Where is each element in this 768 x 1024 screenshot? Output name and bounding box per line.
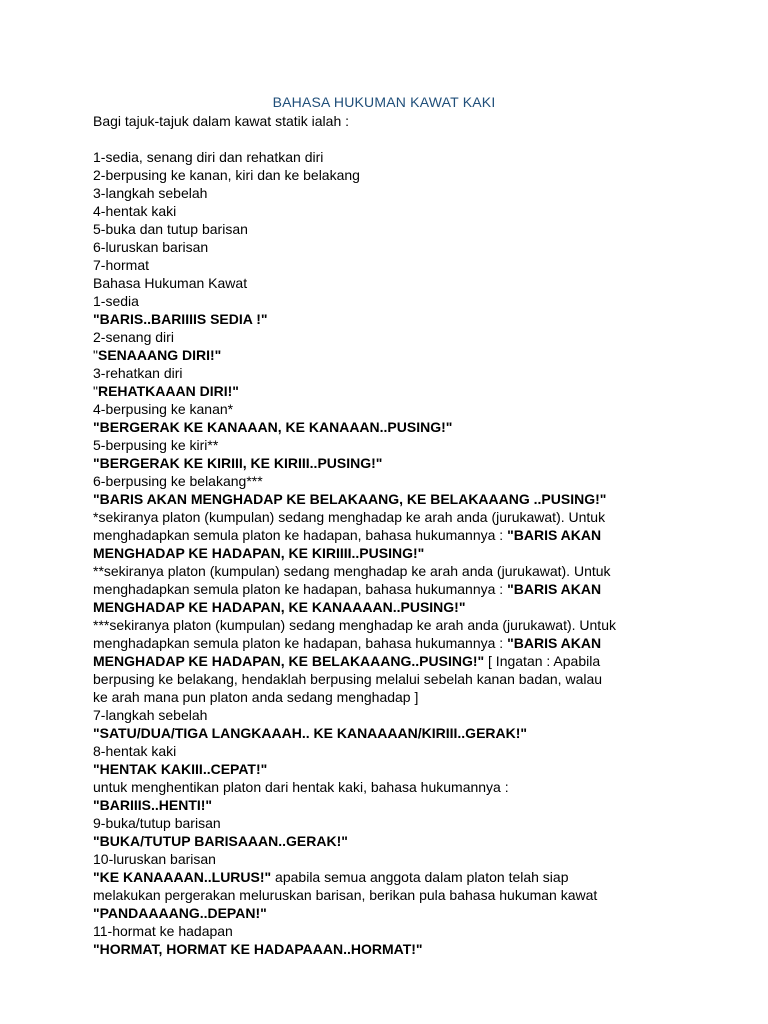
note-line: melakukan pergerakan meluruskan barisan, berikan pula bahasa hukuman kawat xyxy=(93,887,598,903)
command-text: "BERGERAK KE KIRIII, KE KIRIII..PUSING!" xyxy=(93,455,383,471)
note-line: untuk menghentikan platon dari hentak kaki, bahasa hukumannya : xyxy=(93,779,509,795)
note-text: apabila semua anggota dalam platon telah siap xyxy=(271,869,569,885)
list-item: 6-luruskan barisan xyxy=(93,239,209,255)
command-text: "KE KANAAAAN..LURUS!" xyxy=(93,869,272,885)
command-text: "PANDAAAANG..DEPAN!" xyxy=(93,905,267,921)
command-label: 7-langkah sebelah xyxy=(93,707,208,723)
note-text: [ Ingatan : Apabila xyxy=(484,653,601,669)
command-text: MENGHADAP KE HADAPAN, KE KIRIIII..PUSING!" xyxy=(93,545,425,561)
note-line: ***sekiranya platon (kumpulan) sedang menghadap ke arah anda (jurukawat). Untuk xyxy=(93,617,616,633)
command-text: "HENTAK KAKIII..CEPAT!" xyxy=(93,761,268,777)
section-heading: Bahasa Hukuman Kawat xyxy=(93,275,248,291)
command-label: 6-berpusing ke belakang*** xyxy=(93,473,263,489)
note-line xyxy=(93,634,693,652)
list-item: 1-sedia, senang diri dan rehatkan diri xyxy=(93,149,324,165)
note-line: *sekiranya platon (kumpulan) sedang menghadap ke arah anda (jurukawat). Untuk xyxy=(93,509,606,525)
command-text: MENGHADAP KE HADAPAN, KE BELAKAAANG..PUSING!" xyxy=(93,653,485,669)
note-line xyxy=(93,652,693,670)
command-text: "BARIS AKAN MENGHADAP KE BELAKAANG, KE BELAKAAANG ..PUSING!" xyxy=(93,491,607,507)
command-label: 4-berpusing ke kanan* xyxy=(93,401,234,417)
note-line xyxy=(93,526,693,544)
note-line: **sekiranya platon (kumpulan) sedang menghadap ke arah anda (jurukawat). Untuk xyxy=(93,563,611,579)
command-text: "BARIS AKAN xyxy=(507,527,602,543)
command-text: REHATKAAAN DIRI!" xyxy=(97,383,239,399)
command-text: SENAAANG DIRI!" xyxy=(97,347,222,363)
intro-text: Bagi tajuk-tajuk dalam kawat statik ialah : xyxy=(93,113,350,129)
command-label: 9-buka/tutup barisan xyxy=(93,815,221,831)
command-line xyxy=(93,346,693,364)
command-text: "BARIS AKAN xyxy=(507,581,602,597)
command-label: 2-senang diri xyxy=(93,329,174,345)
command-line xyxy=(93,868,693,886)
command-label: 10-luruskan barisan xyxy=(93,851,216,867)
note-line: berpusing ke belakang, hendaklah berpusing melalui sebelah kanan badan, walau xyxy=(93,671,603,687)
document-title: BAHASA HUKUMAN KAWAT KAKI xyxy=(272,94,496,110)
document-body xyxy=(93,112,693,958)
quote-mark: " xyxy=(93,347,98,363)
note-line: ke arah mana pun platon anda sedang menghadap ] xyxy=(93,689,419,705)
command-label: 3-rehatkan diri xyxy=(93,365,183,381)
note-text: menghadapkan semula platon ke hadapan, bahasa hukumannya : xyxy=(93,635,508,651)
list-item: 5-buka dan tutup barisan xyxy=(93,221,248,237)
command-text: "SATU/DUA/TIGA LANGKAAAH.. KE KANAAAAN/KIRIII..GERAK!" xyxy=(93,725,528,741)
command-label: 1-sedia xyxy=(93,293,139,309)
command-line xyxy=(93,382,693,400)
blank-line xyxy=(93,130,693,148)
list-item: 3-langkah sebelah xyxy=(93,185,208,201)
note-text: menghadapkan semula platon ke hadapan, bahasa hukumannya : xyxy=(93,527,508,543)
command-text: "BARIS..BARIIIIS SEDIA !" xyxy=(93,311,268,327)
command-label: 5-berpusing ke kiri** xyxy=(93,437,219,453)
command-text: "BARIS AKAN xyxy=(507,635,602,651)
command-text: "BARIIIS..HENTI!" xyxy=(93,797,213,813)
command-text: "BERGERAK KE KANAAAN, KE KANAAAN..PUSING!" xyxy=(93,419,453,435)
list-item: 4-hentak kaki xyxy=(93,203,177,219)
note-line xyxy=(93,580,693,598)
note-text: menghadapkan semula platon ke hadapan, bahasa hukumannya : xyxy=(93,581,508,597)
command-label: 11-hormat ke hadapan xyxy=(93,923,233,939)
command-text: "BUKA/TUTUP BARISAAAN..GERAK!" xyxy=(93,833,348,849)
list-item: 2-berpusing ke kanan, kiri dan ke belakang xyxy=(93,167,360,183)
list-item: 7-hormat xyxy=(93,257,150,273)
command-label: 8-hentak kaki xyxy=(93,743,177,759)
quote-mark: " xyxy=(93,383,98,399)
command-text: "HORMAT, HORMAT KE HADAPAAAN..HORMAT!" xyxy=(93,941,423,957)
command-text: MENGHADAP KE HADAPAN, KE KANAAAAN..PUSING!" xyxy=(93,599,466,615)
